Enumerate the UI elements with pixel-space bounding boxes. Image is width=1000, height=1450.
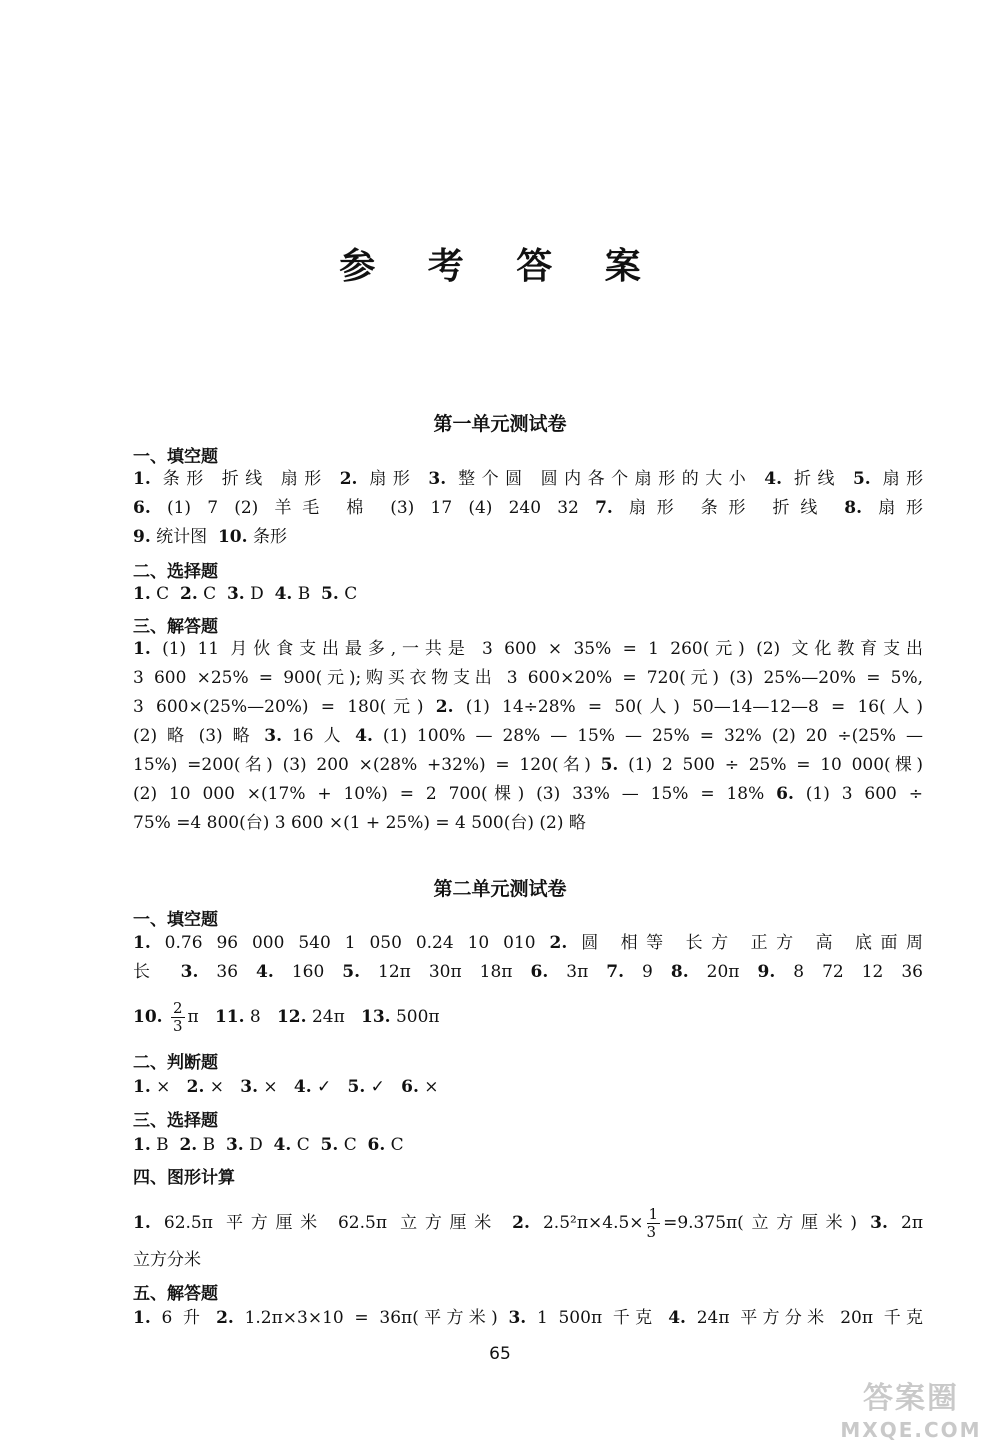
- unit1-title: 第一单元测试卷: [433, 413, 567, 435]
- unit2-section-solve: 五、解答题: [133, 1284, 218, 1304]
- unit2-figure-calc-line-2: 立方分米: [133, 1250, 201, 1270]
- unit1-section-choice: 二、选择题: [133, 562, 218, 582]
- unit1-solve-line-1: 1. (1) 11 月伙食支出最多,一共是 3 600 × 35% = 1 260(元) (2) 文化教育支出: [133, 639, 923, 659]
- unit2-section-fill: 一、填空题: [133, 910, 218, 930]
- watermark-logo: 答案圈 MXQE.COM: [840, 1381, 982, 1442]
- unit2-line-3: 10. $\frac{2}{3}$ π 11. 8 12. 24π 13. 500π: [133, 999, 440, 1035]
- unit1-solve-line-2: 3 600 ×25% = 900(元);购买衣物支出 3 600×20% = 720(元) (3) 25%—20% = 5%,: [133, 668, 923, 688]
- unit1-line-3: 9. 统计图 10. 条形: [133, 527, 287, 547]
- unit2-solve-line-1: 1. 6 升 2. 1.2π×3×10 = 36π(平方米) 3. 1 500π 千克 4. 24π 平方分米 20π 千克: [133, 1308, 924, 1328]
- unit1-section-solve: 三、解答题: [133, 617, 218, 637]
- fraction-one-third: $\frac{1}{3}$: [646, 1205, 659, 1241]
- unit1-solve-line-7: 75% =4 800(台) 3 600 ×(1 + 25%) = 4 500(台) (2) 略: [133, 813, 586, 833]
- unit2-section-judge: 二、判断题: [133, 1053, 218, 1073]
- unit1-section-fill: 一、填空题: [133, 447, 218, 467]
- unit1-solve-line-6: (2) 10 000 ×(17% + 10%) = 2 700(棵) (3) 33% — 15% = 18% 6. (1) 3 600 ÷: [133, 784, 923, 804]
- unit1-choice-answers: 1. C 2. C 3. D 4. B 5. C: [133, 584, 358, 604]
- fraction-two-thirds: $\frac{2}{3}$: [172, 999, 183, 1035]
- unit2-choice-answers: 1. B 2. B 3. D 4. C 5. C 6. C: [133, 1135, 404, 1155]
- unit1-line-1: 1. 条形 折线 扇形 2. 扇形 3. 整个圆 圆内各个扇形的大小 4. 折线 5. 扇形: [133, 469, 924, 489]
- unit1-line-2: 6. (1) 7 (2) 羊毛 棉 (3) 17 (4) 240 32 7. 扇形 条形 折线 8. 扇形: [133, 498, 924, 518]
- unit2-judge-answers: 1. × 2. × 3. × 4. ✓ 5. ✓ 6. ×: [133, 1077, 439, 1097]
- unit1-solve-line-3: 3 600×(25%—20%) = 180(元) 2. (1) 14÷28% = 50(人) 50—14—12—8 = 16(人): [133, 697, 923, 717]
- unit1-solve-line-5: 15%) =200(名) (3) 200 ×(28% +32%) = 120(名) 5. (1) 2 500 ÷ 25% = 10 000(棵): [133, 755, 924, 775]
- unit2-line-2: 长 3. 36 4. 160 5. 12π 30π 18π 6. 3π 7. 9 8. 20π 9. 8 72 12 36: [133, 962, 923, 982]
- unit2-title: 第二单元测试卷: [433, 878, 567, 900]
- unit2-section-figure-calc: 四、图形计算: [133, 1168, 235, 1188]
- unit1-solve-line-4: (2) 略 (3) 略 3. 16 人 4. (1) 100% — 28% — 15% — 25% = 32% (2) 20 ÷(25% —: [133, 726, 924, 746]
- unit2-figure-calc-line-1: 1. 62.5π 平方厘米 62.5π 立方厘米 2. 2.5²π×4.5× $\frac{1}{3}$ =9.375π(立方厘米) 3. 2π: [133, 1205, 924, 1241]
- page-number: 65: [489, 1344, 511, 1364]
- unit2-section-choice: 三、选择题: [133, 1111, 218, 1131]
- page-title: 参 考 答 案: [339, 246, 661, 287]
- unit2-line-1: 1. 0.76 96 000 540 1 050 0.24 10 010 2. 圆 相等 长方 正方 高 底面周: [133, 933, 923, 953]
